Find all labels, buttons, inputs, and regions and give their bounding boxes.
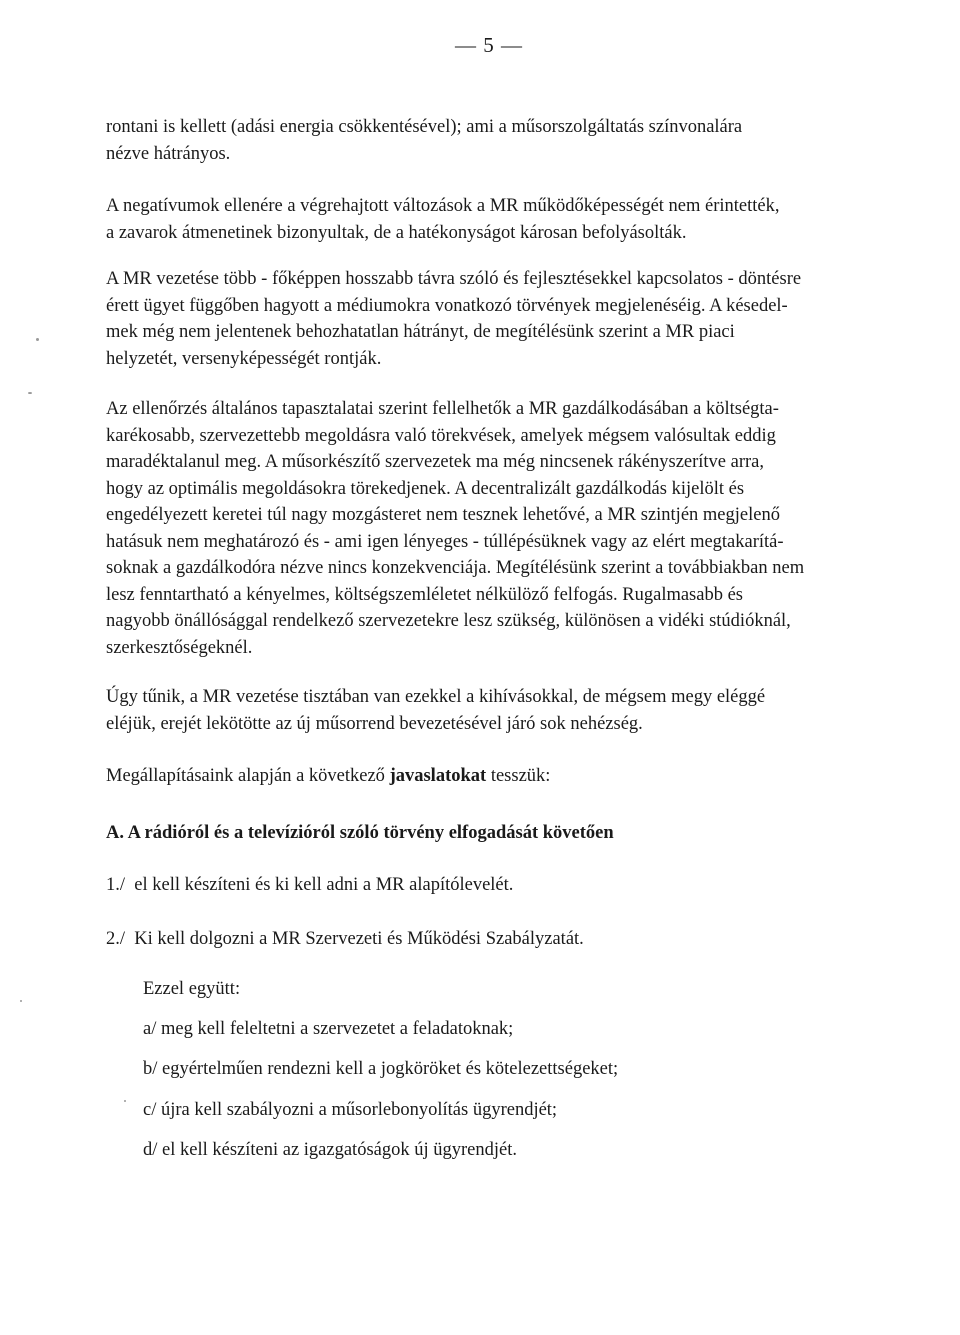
proposals-intro-end: tesszük: <box>486 766 551 786</box>
paragraph-3 <box>106 266 862 372</box>
numbered-item-number: 1./ <box>106 875 126 895</box>
proposals-intro <box>106 763 550 790</box>
page-number: — 5 — <box>455 33 523 57</box>
numbered-item-text: el kell készíteni és ki kell adni a MR alapítólevelét. <box>134 875 514 895</box>
paragraph-line: karékosabb, szervezettebb megoldásra való törekvések, amelyek mégsem valósultak eddig <box>106 425 776 446</box>
paragraph-2 <box>106 193 862 246</box>
sub-item-b: b/ egyértelműen rendezni kell a jogköröket és kötelezettségeket; <box>143 1059 619 1079</box>
together-label: Ezzel együtt: <box>143 979 241 999</box>
scan-speck <box>20 1000 22 1002</box>
paragraph-line: a zavarok átmenetinek bizonyultak, de a hatékonyságot károsan befolyásolták. <box>106 222 687 243</box>
paragraph-line: érett ügyet függőben hagyott a médiumokra vonatkozó törvények megjelenéséig. A késedel- <box>106 295 788 316</box>
paragraph-line: lesz fenntartható a kényelmes, költségszemléletet nélkülöző felfogás. Rugalmasabb és <box>106 584 744 605</box>
paragraph-line: helyzetét, versenyképességét rontják. <box>106 348 382 369</box>
paragraph-line: rontani is kellett (adási energia csökkentésével); ami a műsorszolgáltatás színvonalára <box>106 117 743 137</box>
paragraph-line: nézve hátrányos. <box>106 143 231 164</box>
paragraph-5 <box>106 684 862 737</box>
paragraph-line: szerkesztőségeknél. <box>106 637 253 658</box>
numbered-item-text: Ki kell dolgozni a MR Szervezeti és Működési Szabályzatát. <box>134 929 584 949</box>
sub-item-a: a/ meg kell feleltetni a szervezetet a feladatoknak; <box>143 1019 514 1039</box>
paragraph-line: nagyobb önállósággal rendelkező szervezetekre lesz szükség, különösen a vidéki stúdióknál, <box>106 611 791 631</box>
paragraph-line: A negatívumok ellenére a végrehajtott változások a MR működőképességét nem érintették, <box>106 196 780 216</box>
scan-speck <box>36 338 39 341</box>
paragraph-line: mek még nem jelentenek behozhatatlan hátrányt, de megítélésünk szerint a MR piaci <box>106 322 735 342</box>
section-heading-a: A. A rádióról és a televízióról szóló törvény elfogadását követően <box>106 823 614 843</box>
paragraph-4 <box>106 396 862 661</box>
paragraph-line: eléjük, erejét lekötötte az új műsorrend bevezetésével járó sok nehézség. <box>106 713 643 734</box>
paragraph-line: hatásuk nem meghatározó és - ami igen lényeges - túllépésüknek vagy az elért megtakarítá- <box>106 531 784 552</box>
numbered-item-2 <box>106 926 584 953</box>
proposals-keyword: javaslatokat <box>389 766 487 786</box>
scan-speck <box>124 1100 126 1102</box>
paragraph-line: maradéktalanul meg. A műsorkészítő szervezetek ma még nincsenek rákényszerítve arra, <box>106 452 765 472</box>
paragraph-line: Úgy tűnik, a MR vezetése tisztában van ezekkel a kihívásokkal, de mégsem megy eléggé <box>106 687 766 707</box>
paragraph-line: soknak a gazdálkodóra nézve nincs konzekvenciája. Megítélésünk szerint a továbbiakban nem <box>106 558 805 578</box>
proposals-intro-start: Megállapításaink alapján a következő <box>106 766 390 786</box>
sub-item-d: d/ el kell készíteni az igazgatóságok új ügyrendjét. <box>143 1140 517 1160</box>
paragraph-line: engedélyezett keretei túl nagy mozgásteret nem tesznek lehetővé, a MR szintjén megjelenő <box>106 505 780 525</box>
scan-speck <box>28 392 32 394</box>
paragraph-line: hogy az optimális megoldásokra törekedjenek. A decentralizált gazdálkodás kijelölt és <box>106 478 745 499</box>
paragraph-line: Az ellenőrzés általános tapasztalatai szerint fellelhetők a MR gazdálkodásában a költségta- <box>106 399 779 419</box>
paragraph-line: A MR vezetése több - főképpen hosszabb távra szóló és fejlesztésekkel kapcsolatos - döntésre <box>106 269 802 289</box>
numbered-item-1 <box>106 872 513 899</box>
paragraph-1 <box>106 114 862 167</box>
numbered-item-number: 2./ <box>106 929 126 949</box>
sub-item-c: c/ újra kell szabályozni a műsorlebonyolítás ügyrendjét; <box>143 1100 558 1120</box>
